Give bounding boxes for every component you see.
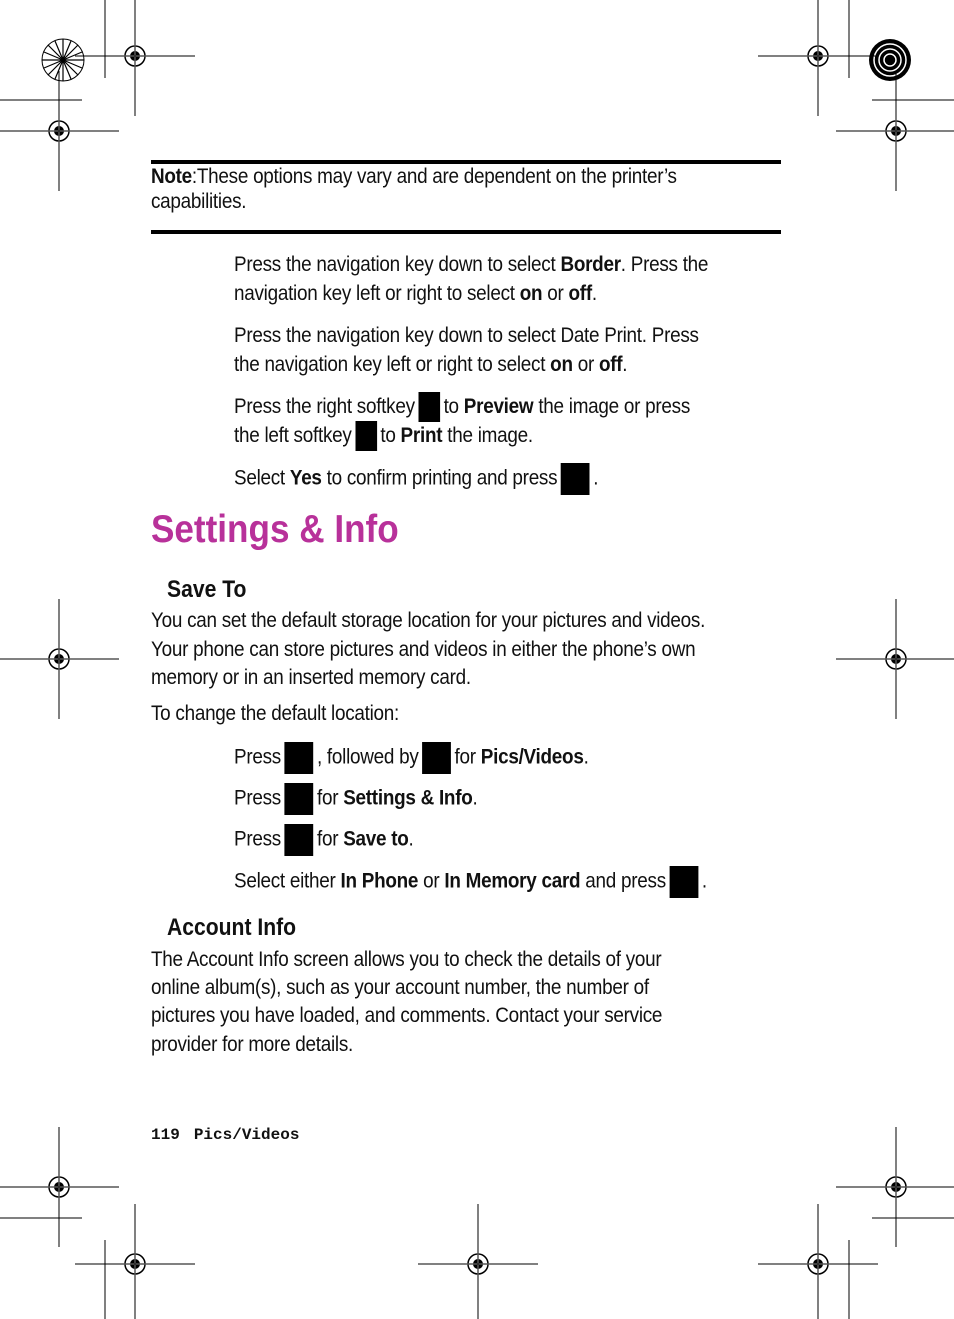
- account-info-para-line-4: provider for more details.: [151, 1033, 354, 1056]
- page-number: 119: [151, 1126, 180, 1144]
- concentric-target-right: [869, 39, 911, 81]
- number-key-icon: [285, 824, 314, 856]
- footer-section: Pics/Videos: [193, 1126, 300, 1144]
- starburst-target-left: [42, 39, 84, 81]
- step-confirm-print: Select Yes to confirm printing and press .: [234, 463, 598, 495]
- save-to-step-4: Select either In Phone or In Memory card and press .: [234, 866, 707, 898]
- save-to-para-line-2: Your phone can store pictures and videos in either the phone’s own: [151, 638, 696, 661]
- step-date-print-line-1: Press the navigation key down to select Date Print. Press: [234, 324, 699, 347]
- account-info-para-line-1: The Account Info screen allows you to check the details of your: [151, 948, 662, 971]
- number-key-icon: [422, 742, 451, 774]
- ok-key-icon: [669, 866, 698, 898]
- save-to-para-line-1: You can set the default storage location for your pictures and videos.: [151, 609, 706, 632]
- step-border-line-2: navigation key left or right to select on or off.: [234, 282, 597, 305]
- right-softkey-icon: [418, 392, 440, 422]
- step-border-line-1: Press the navigation key down to select Border. Press the: [234, 253, 709, 276]
- account-info-para-line-2: online album(s), such as your account number, the number of: [151, 976, 649, 999]
- number-key-icon: [285, 783, 314, 815]
- page-footer: [151, 1126, 313, 1144]
- save-to-para-line-3: memory or in an inserted memory card.: [151, 666, 471, 689]
- ok-key-icon: [561, 463, 590, 495]
- save-to-step-1: Press , followed by for Pics/Videos.: [234, 742, 589, 774]
- note-bottom-rule: [151, 230, 781, 234]
- menu-key-icon: [285, 742, 314, 774]
- save-to-title: Save To: [167, 576, 247, 603]
- step-preview-line-2: the left softkey to Print the image.: [234, 421, 533, 451]
- note-line-2: capabilities.: [151, 190, 247, 213]
- account-info-para-line-3: pictures you have loaded, and comments. Contact your service: [151, 1004, 663, 1027]
- section-title: Settings & Info: [151, 508, 399, 551]
- step-date-print-line-2: the navigation key left or right to select on or off.: [234, 353, 628, 376]
- left-softkey-icon: [355, 421, 377, 451]
- step-preview-line-1: Press the right softkey to Preview the image or press: [234, 392, 690, 422]
- account-info-title: Account Info: [167, 914, 297, 941]
- save-to-step-2: Press for Settings & Info.: [234, 783, 478, 815]
- note-line-1: Note:These options may vary and are dependent on the printer’s: [151, 165, 677, 188]
- save-to-intro: To change the default location:: [151, 702, 400, 725]
- save-to-step-3: Press for Save to.: [234, 824, 414, 856]
